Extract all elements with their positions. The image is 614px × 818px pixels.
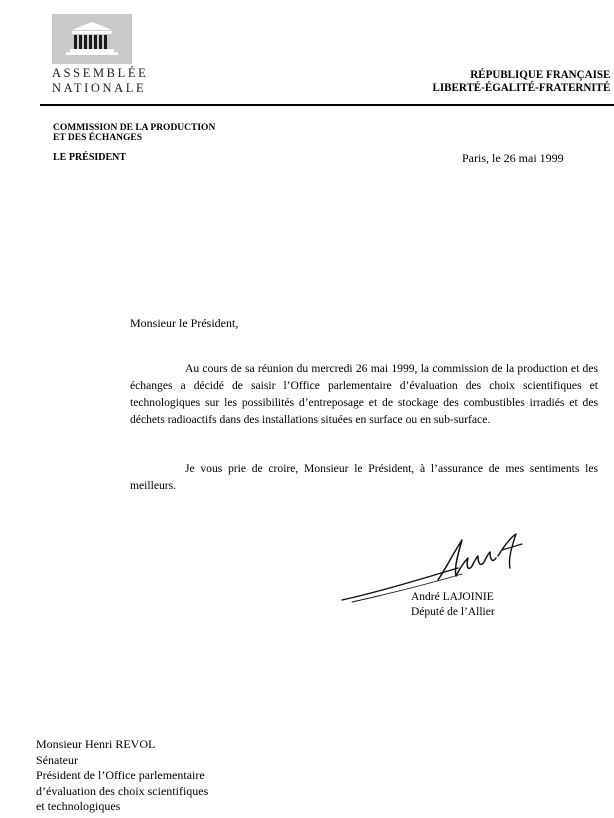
recipient-address	[36, 737, 208, 815]
sender-title: LE PRÉSIDENT	[53, 152, 127, 163]
organization-line: NATIONALE	[52, 81, 147, 95]
signatory-name: André LAJOINIE	[411, 591, 494, 603]
salutation: Monsieur le Président,	[130, 316, 239, 330]
commission-line: COMMISSION DE LA PRODUCTION	[53, 123, 216, 133]
recipient-line: Président de l’Office parlementaire	[36, 768, 205, 782]
commission-line: ET DES ÉCHANGES	[53, 133, 143, 143]
recipient-line: et technologiques	[36, 799, 121, 813]
body-paragraph	[130, 360, 598, 428]
recipient-line: Sénateur	[36, 752, 78, 767]
republic-motto	[432, 68, 610, 94]
paragraph-text: Au cours de sa réunion du mercredi 26 mai 1999, la commission de la production et des échanges a décidé de saisir l’Office parlementaire d’évaluation des choix scientifiques et technologiques sur les possibilités d’entreposage et de stockage des combustibles irradiés et des déchets radioactifs dans des installations situées en surface ou en sub-surface.	[130, 362, 598, 426]
commission-name	[53, 123, 253, 143]
recipient-line: d’évaluation des choix scientifiques	[36, 783, 209, 798]
letter-date: Paris, le 26 mai 1999	[462, 151, 564, 165]
motto-line: LIBERTÉ-ÉGALITÉ-FRATERNITÉ	[432, 80, 610, 94]
paragraph-text: Je vous prie de croire, Monsieur le Président, à l’assurance de mes sentiments les meilleurs.	[130, 462, 598, 492]
assemblee-logo	[52, 14, 132, 64]
building-emblem-icon	[52, 14, 132, 64]
republic-line: RÉPUBLIQUE FRANÇAISE	[469, 67, 610, 81]
organization-line: ASSEMBLÉE	[52, 66, 149, 80]
header-divider	[40, 104, 614, 106]
signatory-role: Député de l’Allier	[411, 606, 495, 618]
organization-name	[52, 66, 152, 96]
closing-paragraph	[130, 460, 598, 494]
recipient-line: Monsieur Henri REVOL	[36, 737, 156, 751]
